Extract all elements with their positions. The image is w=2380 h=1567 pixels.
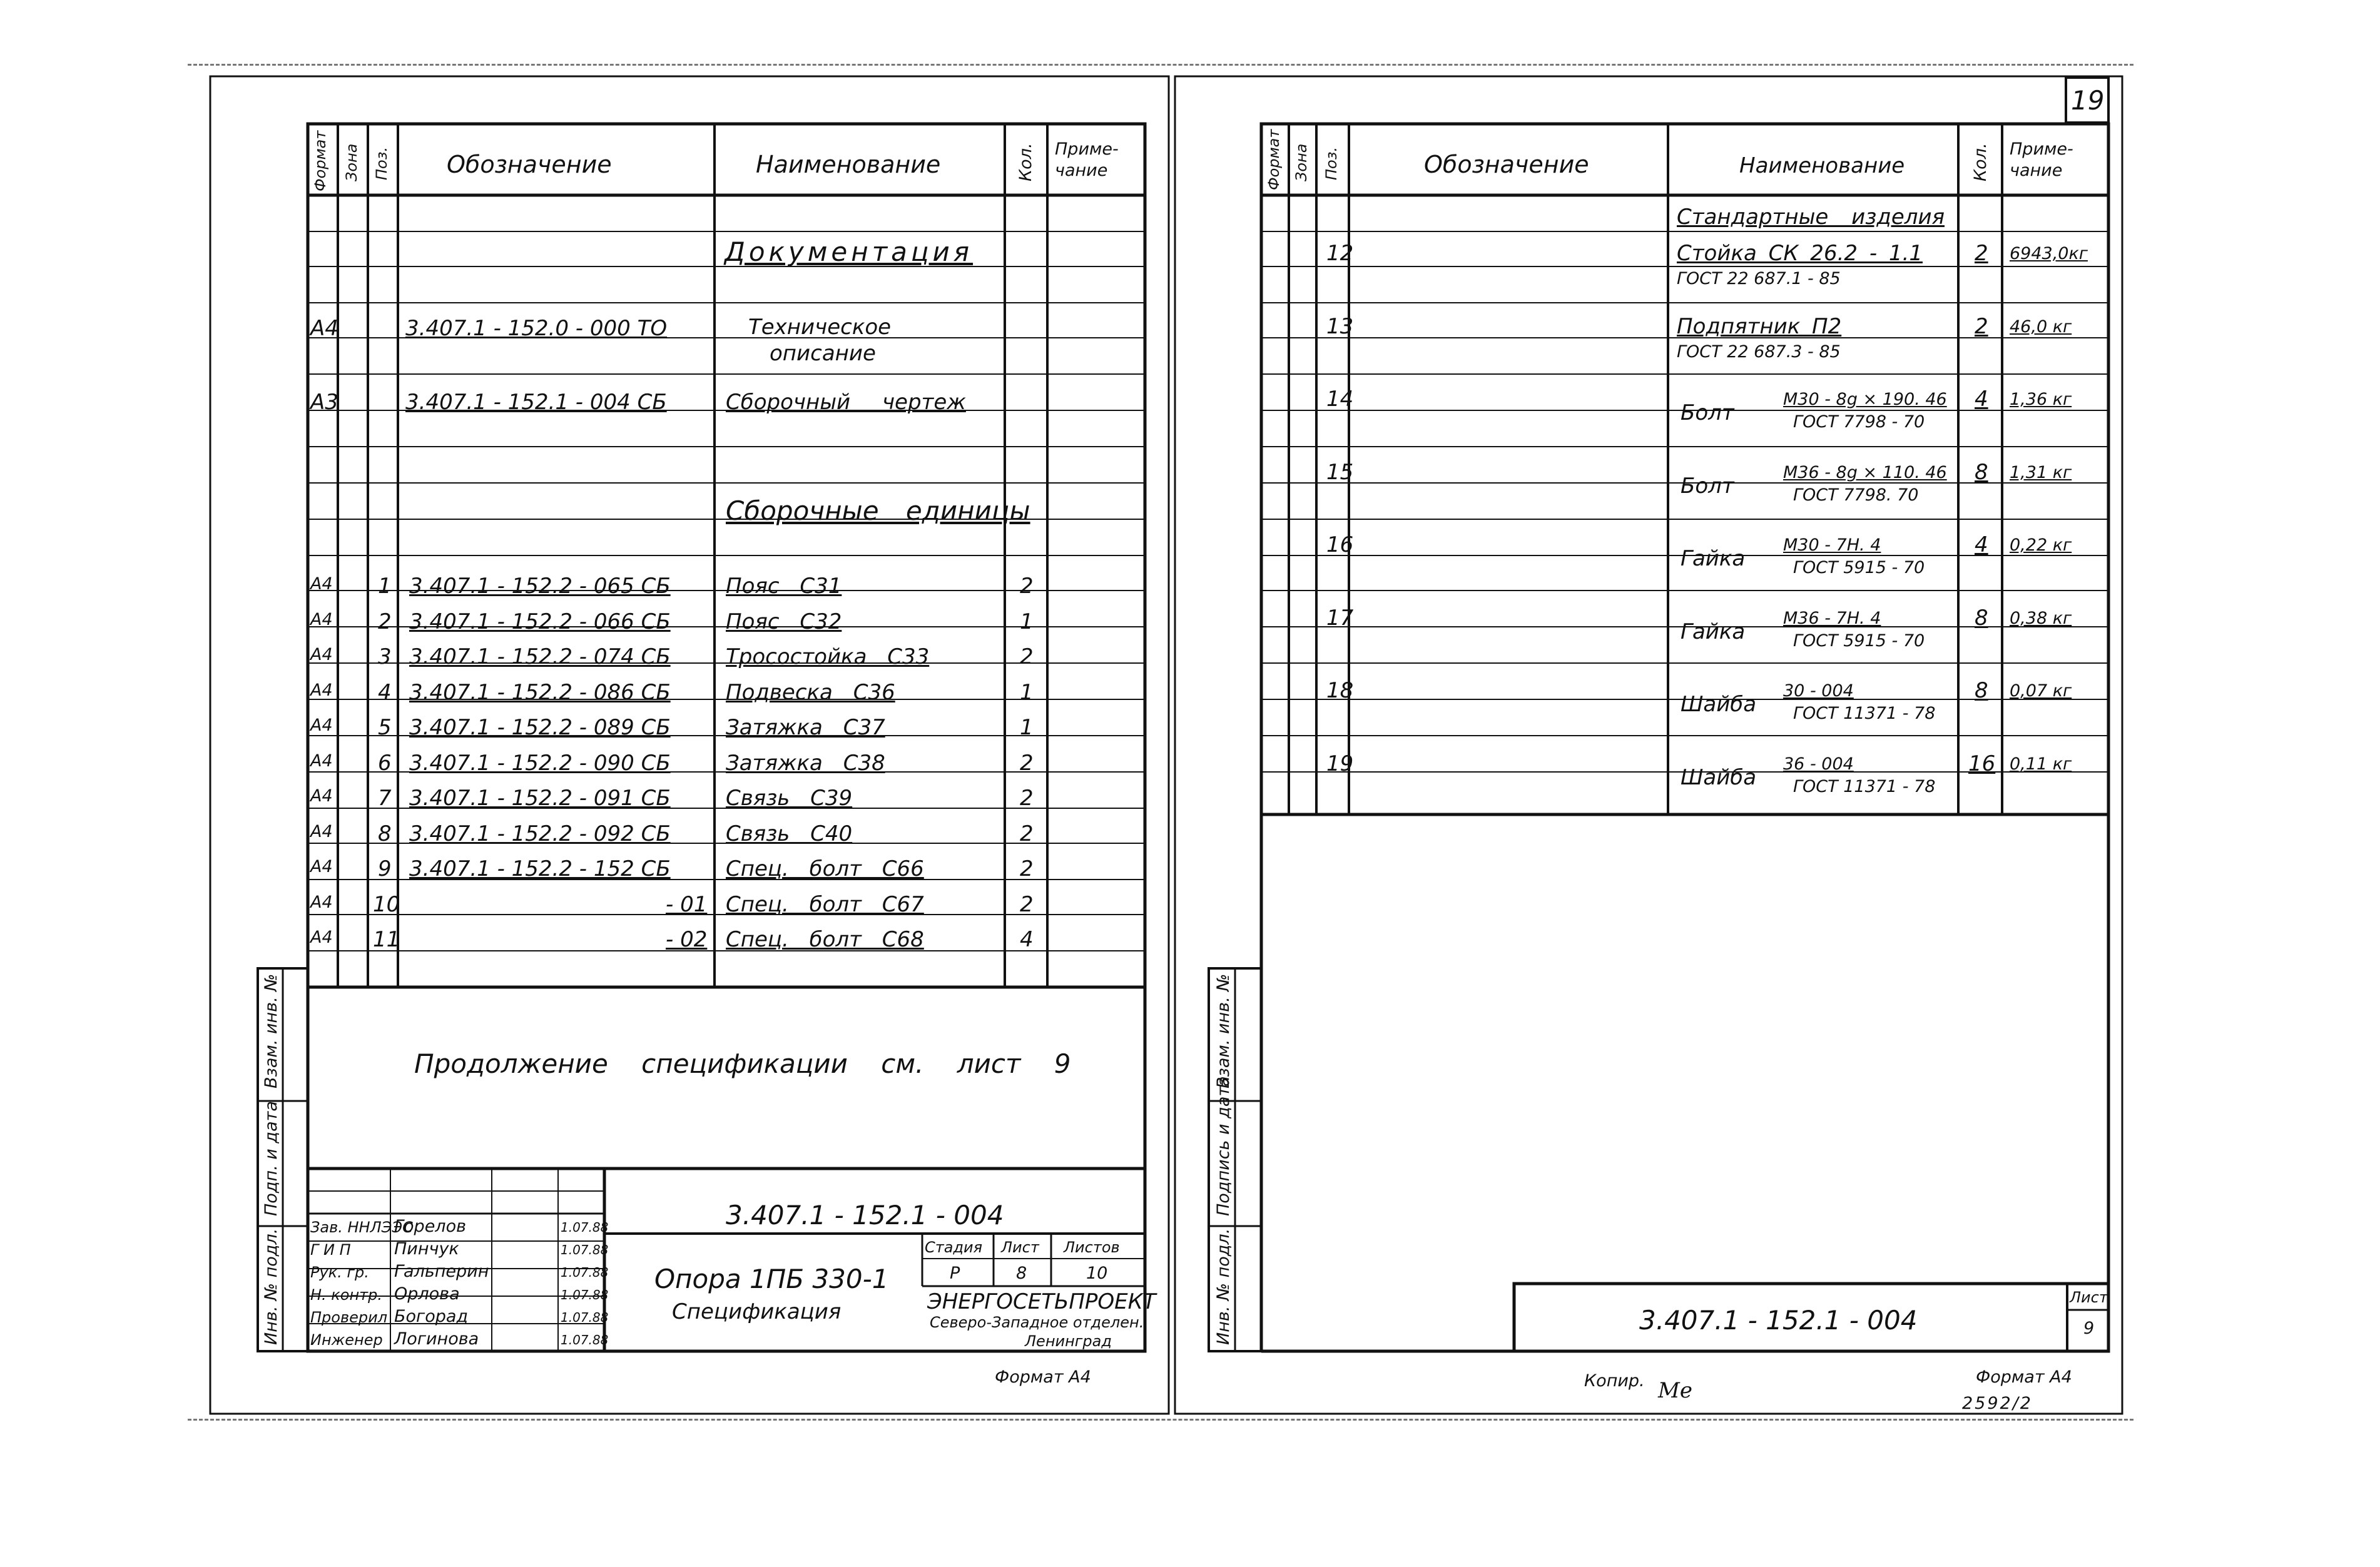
header-designation: Обозначение [1424,151,1589,178]
row-qty: 2 [1975,313,1988,339]
row-format: А4 [310,857,333,876]
row-standard: ГОСТ 7798. 70 [1793,485,1919,505]
row-spec: М36 - 8g × 110. 46 [1783,462,1947,482]
section-documentation: Документация [725,236,974,267]
row-name: Спец. болт С68 [726,927,924,952]
sheet-value: 8 [1016,1264,1027,1283]
title-subtitle: Спецификация [672,1299,842,1324]
side-label-inventory: Инв. № подл. [1214,1228,1233,1345]
row-pos: 1 [378,574,392,599]
row-format: А4 [310,645,333,664]
row-designation: 3.407.1 - 152.2 - 091 СБ [409,786,671,811]
row-format: А4 [310,680,333,700]
row-pos: 13 [1326,313,1354,339]
row-pos: 2 [378,609,392,634]
stage-label: Стадия [925,1239,983,1256]
side-label-signature-date: Подп. и дата [262,1101,281,1216]
doc-format: А4 [310,316,338,341]
row-format: А4 [310,751,333,771]
header-name: Наименование [756,151,941,178]
row-spec: 30 - 004 [1783,681,1854,701]
row-name: Спец. болт С66 [726,856,924,881]
row-pos: 14 [1326,387,1354,412]
role-person: Пинчук [394,1239,459,1259]
format-label: Формат А4 [995,1367,1091,1387]
role-title: Инженер [310,1331,383,1349]
row-qty: 1 [1020,715,1034,740]
row-format: А4 [310,716,333,735]
row-qty: 8 [1975,678,1988,703]
side-label-inventory: Инв. № подл. [262,1228,281,1345]
row-standard: ГОСТ 11371 - 78 [1793,776,1936,796]
row-designation: 3.407.1 - 152.2 - 066 СБ [409,609,671,634]
row-name: Шайба [1681,764,1757,790]
section-standard-items: Стандартные изделия [1677,205,1945,230]
row-note: 1,31 кг [2010,462,2072,482]
doc-name: Техническое [748,315,892,340]
header-note: Приме-чание [2010,139,2073,180]
row-standard: ГОСТ 11371 - 78 [1793,704,1936,723]
side-label-replacement: Взам. инв. № [262,973,281,1088]
row-name: Затяжка С37 [726,715,885,740]
scan-edge-top [188,64,2133,66]
header-qty: Кол. [1016,143,1035,181]
title-doc-number: 3.407.1 - 152.1 - 004 [726,1200,1004,1230]
row-name: Подвеска С36 [726,679,895,705]
section-assembly-units: Сборочные единицы [726,495,1030,526]
role-person: Горелов [394,1217,467,1236]
doc-designation: 3.407.1 - 152.0 - 000 ТО [405,316,668,341]
role-date: 1.07.88 [561,1310,609,1325]
row-designation: 3.407.1 - 152.2 - 074 СБ [409,644,671,669]
row-qty: 2 [1020,750,1034,776]
row-qty: 2 [1020,856,1034,881]
row-name: Пояс С32 [726,609,842,634]
row-qty: 2 [1020,891,1034,917]
row-pos: 4 [378,679,392,705]
row-standard: ГОСТ 5915 - 70 [1793,631,1925,651]
row-name: Гайка [1681,546,1746,571]
header-designation: Обозначение [447,151,612,178]
role-title: Г И П [310,1241,351,1259]
doc-name: Сборочный чертеж [726,390,966,415]
row-designation: - 02 [666,927,708,952]
format-label: Формат А4 [1976,1367,2072,1387]
role-person: Гальперин [394,1262,489,1281]
row-name: Спец. болт С67 [726,891,924,917]
row-pos: 11 [373,927,400,952]
row-name: Болт [1681,400,1734,425]
role-title: Рук. гр. [310,1264,369,1281]
row-format: А4 [310,821,333,841]
row-pos: 18 [1326,678,1354,703]
role-title: Проверил [310,1309,388,1326]
role-title: Зав. ННЛЭЭС [310,1219,413,1236]
row-spec: М30 - 8g × 190. 46 [1783,390,1947,409]
row-qty: 2 [1020,644,1034,669]
role-date: 1.07.88 [561,1332,609,1347]
role-date: 1.07.88 [561,1287,609,1302]
role-title: Н. контр. [310,1286,383,1304]
row-qty: 1 [1020,679,1034,705]
scan-edge-bottom [188,1419,2133,1421]
row-pos: 7 [378,786,392,811]
row-pos: 3 [378,644,392,669]
row-format: А4 [310,892,333,912]
role-date: 1.07.88 [561,1265,609,1280]
header-note: Приме-чание [1055,139,1119,180]
row-designation: 3.407.1 - 152.2 - 065 СБ [409,574,671,599]
row-note: 0,38 кг [2010,608,2072,628]
row-note: 0,22 кг [2010,535,2072,555]
row-qty: 2 [1020,574,1034,599]
row-name: Связь С39 [726,786,853,811]
row-name: Тросостойка С33 [726,644,930,669]
header-zone: Зона [1293,143,1310,181]
row-format: А4 [310,786,333,806]
row-spec: М30 - 7Н. 4 [1783,535,1881,555]
side-label-replacement: Взам. инв. № [1214,973,1233,1088]
row-standard: ГОСТ 5915 - 70 [1793,558,1925,577]
row-note: 46,0 кг [2010,317,2072,337]
row-note: 1,36 кг [2010,390,2072,409]
continuation-note: Продолжение спецификации см. лист 9 [414,1048,1071,1079]
row-name: Пояс С31 [726,574,842,599]
doc-format: А3 [310,390,338,415]
copy-label: Копир. [1584,1371,1645,1391]
sheets-label: Листов [1064,1239,1120,1256]
doc-name-2: описание [770,341,876,366]
header-format: Формат [1265,129,1283,190]
row-pos: 9 [378,856,392,881]
header-qty: Кол. [1971,143,1990,181]
row-note: 0,11 кг [2010,754,2072,774]
row-pos: 16 [1326,532,1354,557]
row-name: Связь С40 [726,821,853,846]
sheet-label: Лист [2070,1289,2108,1306]
row-pos: 19 [1326,751,1354,776]
row-format: А4 [310,928,333,947]
doc-designation: 3.407.1 - 152.1 - 004 СБ [405,390,667,415]
sheets-value: 10 [1086,1264,1108,1283]
row-note: 6943,0кг [2010,244,2088,263]
row-spec: 36 - 004 [1783,754,1854,774]
role-person: Богорад [394,1307,469,1326]
org-branch: Северо-Западное отделен. [930,1314,1144,1331]
org-name: ЭНЕРГОСЕТЬПРОЕКТ [927,1289,1156,1314]
row-note: 0,07 кг [2010,681,2072,701]
row-qty: 4 [1975,532,1988,557]
sheet-value: 9 [2083,1319,2095,1338]
stage-value: Р [950,1264,960,1283]
row-pos: 6 [378,750,392,776]
row-name: Подпятник П2 [1677,313,1842,339]
row-standard: ГОСТ 22 687.3 - 85 [1677,342,1841,362]
copy-signature: Ме [1658,1378,1692,1403]
row-name: Затяжка С38 [726,750,885,776]
row-qty: 4 [1020,927,1034,952]
header-pos: Поз. [373,146,390,180]
row-standard: ГОСТ 7798 - 70 [1793,412,1925,432]
sheet-number: 19 [2071,85,2105,116]
row-designation: - 01 [666,891,708,917]
role-date: 1.07.88 [561,1242,609,1257]
row-pos: 15 [1326,459,1354,485]
row-designation: 3.407.1 - 152.2 - 152 СБ [409,856,671,881]
order-number: 2592/2 [1962,1394,2033,1413]
row-spec: М36 - 7Н. 4 [1783,608,1881,628]
row-qty: 8 [1975,605,1988,631]
role-date: 1.07.88 [561,1220,609,1235]
row-qty: 8 [1975,459,1988,485]
row-name: Стойка СК 26.2 - 1.1 [1677,241,1923,266]
title-name: Опора 1ПБ 330-1 [654,1264,889,1294]
row-qty: 2 [1020,786,1034,811]
row-qty: 16 [1968,751,1996,776]
row-name: Болт [1681,473,1734,499]
row-qty: 4 [1975,387,1988,412]
row-qty: 2 [1975,241,1988,266]
row-format: А4 [310,609,333,629]
role-person: Логинова [394,1329,479,1349]
org-city: Ленинград [1025,1332,1112,1350]
row-pos: 12 [1326,241,1354,266]
row-format: А4 [310,574,333,594]
row-pos: 5 [378,715,392,740]
role-person: Орлова [394,1284,460,1304]
sheet-label: Лист [1001,1239,1039,1256]
row-designation: 3.407.1 - 152.2 - 086 СБ [409,679,671,705]
row-qty: 2 [1020,821,1034,846]
title-doc-number: 3.407.1 - 152.1 - 004 [1639,1305,1918,1336]
side-label-signature-date: Подпись и дата [1214,1076,1233,1216]
header-zone: Зона [343,143,360,181]
row-pos: 8 [378,821,392,846]
row-qty: 1 [1020,609,1034,634]
header-name: Наименование [1739,153,1905,178]
row-name: Шайба [1681,692,1757,717]
row-designation: 3.407.1 - 152.2 - 090 СБ [409,750,671,776]
row-standard: ГОСТ 22 687.1 - 85 [1677,269,1841,288]
row-pos: 17 [1326,605,1354,631]
header-format: Формат [312,130,329,191]
row-designation: 3.407.1 - 152.2 - 092 СБ [409,821,671,846]
row-pos: 10 [373,891,400,917]
row-name: Гайка [1681,619,1746,644]
row-designation: 3.407.1 - 152.2 - 089 СБ [409,715,671,740]
header-pos: Поз. [1323,146,1340,180]
